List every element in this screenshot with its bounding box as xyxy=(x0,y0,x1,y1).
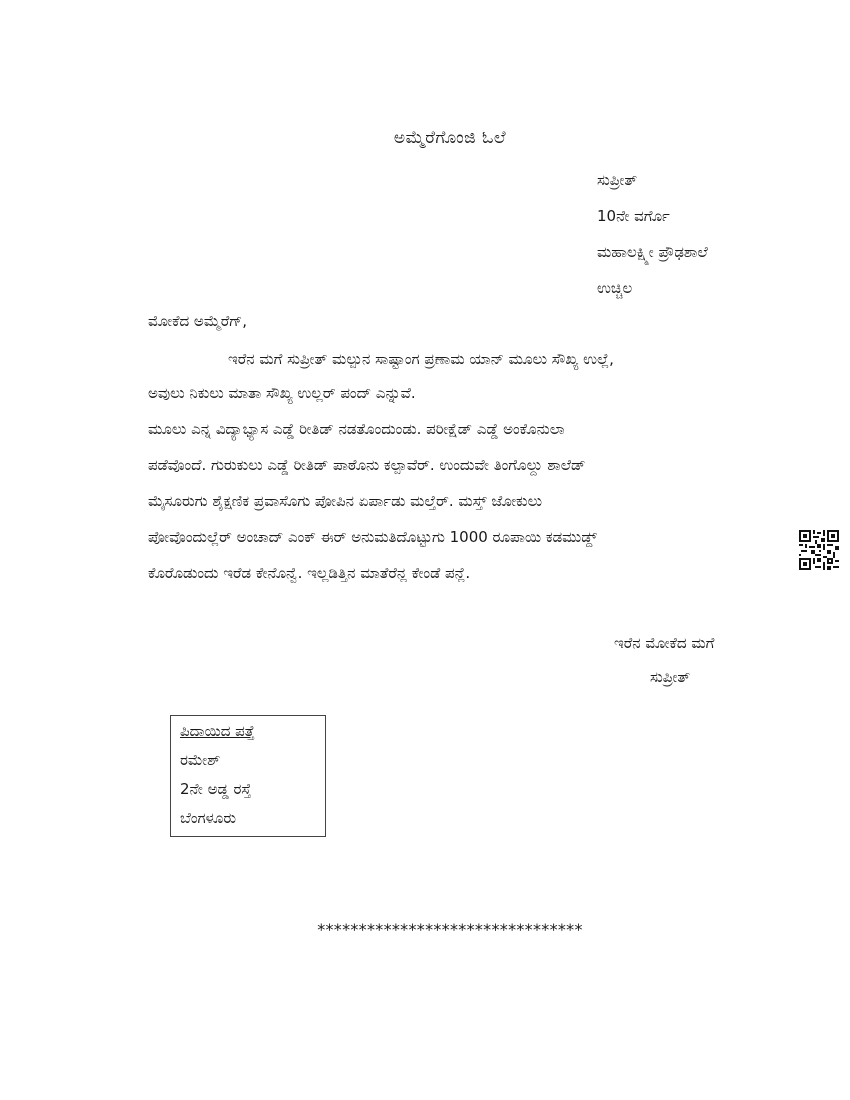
closing-signature: ಸುಪ್ರೀತ್ xyxy=(650,668,691,686)
greeting: ಮೋಕೆದ ಅಮ್ಮೆರೆಗ್, xyxy=(148,312,247,330)
address-street: 2ನೇ ಅಡ್ಡ ರಸ್ತೆ xyxy=(180,780,252,798)
sender-class: 10ನೇ ವರ್ಗೊ xyxy=(597,207,670,225)
sender-place: ಉಚ್ಚಿಲ xyxy=(597,279,633,297)
address-heading: ಪಿದಾಯಿದ ಪತ್ತೆ xyxy=(180,722,255,740)
sender-block xyxy=(597,168,708,312)
sender-school: ಮಹಾಲಕ್ಷ್ಮೀ ಪ್ರೌಢಶಾಲೆ xyxy=(597,243,708,261)
body-line-6: ಪೋವೊಂದುಲ್ಲೆರ್ ಅಂಚಾದ್ ಎಂಕ್ ಈರ್ ಅನುಮತಿದೊಟ್ಟುಗು 1000 ರೂಪಾಯಿ ಕಡಮುಡ್ದ್ xyxy=(148,528,597,546)
body-line-1: ಇರೆನ ಮಗೆ ಸುಪ್ರೀತ್ ಮಲ್ಪುನ ಸಾಷ್ಟಾಂಗ ಪ್ರಣಾಮ ಯಾನ್ ಮೂಲು ಸೌಖ್ಯ ಉಲ್ಲೆ, xyxy=(228,350,614,368)
separator-stars: ******************************** xyxy=(317,920,583,939)
body-line-5: ಮೈಸೂರುಗು ಶೈಕ್ಷಣಿಕ ಪ್ರವಾಸೊಗು ಪೋಪಿನ ಏರ್ಪಾಡು ಮಲ್ತೆರ್. ಮಸ್ತ್ ಜೋಕುಲು xyxy=(148,492,543,510)
closing-line: ಇರೆನ ಮೋಕೆದ ಮಗೆ xyxy=(614,634,715,652)
qr-code-icon xyxy=(799,530,839,570)
body-line-4: ಪಡೆವೊಂದೆ. ಗುರುಕುಲು ಎಡ್ಡೆ ರೀತಿಡ್ ಪಾಠೊನು ಕಲ್ಪಾವೆರ್. ಉಂದುವೇ ತಿಂಗೊಲ್ದು ಶಾಲೆಡ್ xyxy=(148,456,586,474)
sender-name: ಸುಪ್ರೀತ್ xyxy=(597,171,638,189)
letter-title: ಅಮ್ಮೆರೆಗೊಂಜಿ ಓಲೆ xyxy=(393,128,507,148)
body-line-7: ಕೊರೊಡುಂದು ಇರೆಡ ಕೇನೊನ್ವೆ. ಇಲ್ಲಡಿತ್ತಿನ ಮಾತೆರೆನ್ಲ ಕೇಂಡೆ ಪನ್ಲೆ. xyxy=(148,564,471,582)
address-box xyxy=(170,715,326,837)
address-name: ರಮೇಶ್ xyxy=(180,751,221,769)
address-city: ಬೆಂಗಳೂರು xyxy=(180,809,237,827)
body-line-3: ಮೂಲು ಎನ್ನ ವಿದ್ಯಾಭ್ಯಾಸ ಎಡ್ಡೆ ರೀತಿಡ್ ನಡತೊಂದುಂಡು. ಪರೀಕ್ಷೆಡ್ ಎಡ್ಡೆ ಅಂಕೊನುಲಾ xyxy=(148,420,565,438)
body-line-2: ಅವುಲು ನಿಕುಲು ಮಾತಾ ಸೌಖ್ಯ ಉಲ್ಲರ್ ಪಂದ್ ಎನ್ನುವೆ. xyxy=(148,384,416,402)
